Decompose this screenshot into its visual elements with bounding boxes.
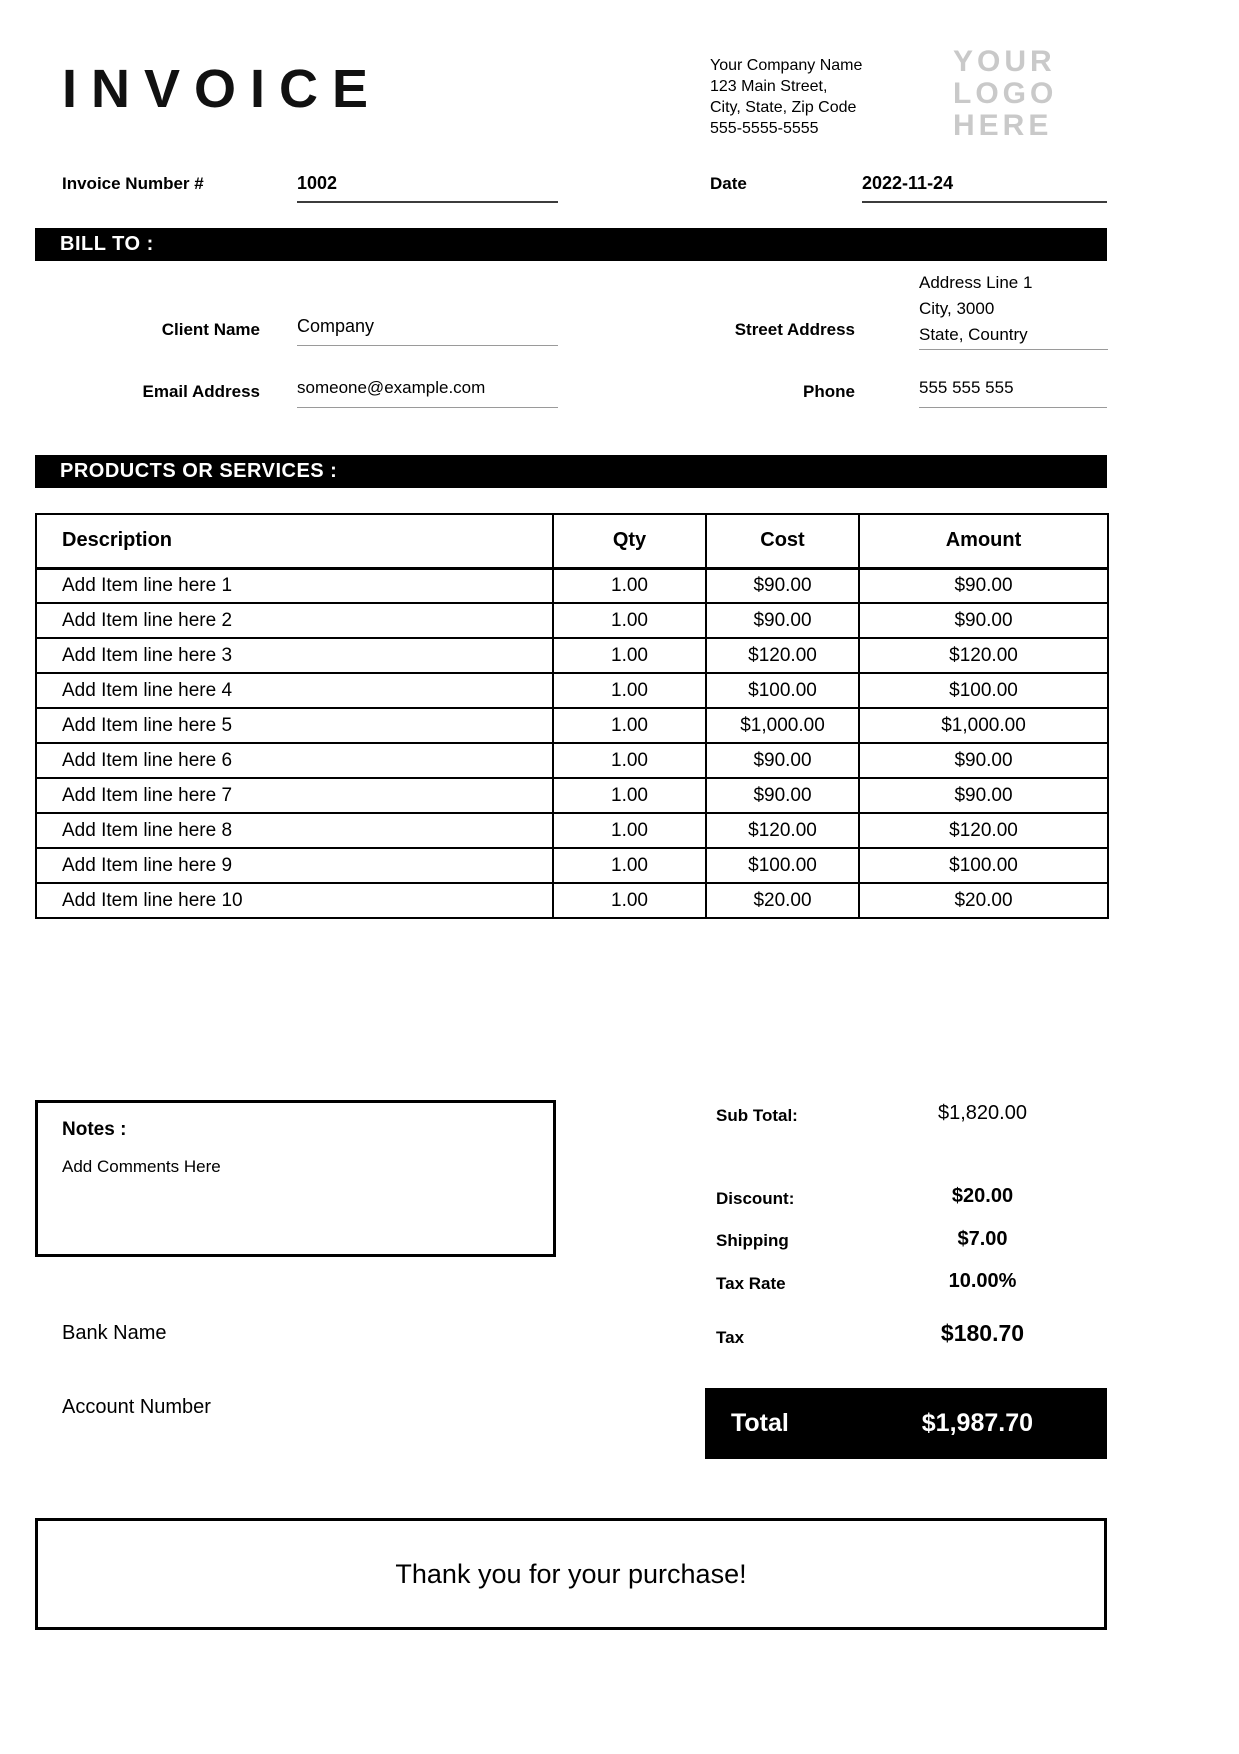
column-header-description: Description [36, 514, 553, 568]
cell-qty[interactable]: 1.00 [553, 673, 706, 708]
account-number-label[interactable]: Account Number [62, 1396, 211, 1418]
cell-amount[interactable]: $90.00 [859, 603, 1108, 638]
subtotal-value: $1,820.00 [938, 1102, 1027, 1124]
cell-qty[interactable]: 1.00 [553, 778, 706, 813]
column-header-amount: Amount [859, 514, 1108, 568]
logo-line: HERE [953, 109, 1053, 142]
tax-rate-value: 10.00% [948, 1270, 1017, 1292]
shipping-label: Shipping [716, 1231, 789, 1250]
items-table [35, 513, 1109, 919]
column-header-cost: Cost [706, 514, 859, 568]
email-field[interactable]: someone@example.com [297, 378, 558, 408]
cell-description[interactable]: Add Item line here 3 [36, 638, 553, 673]
cell-description[interactable]: Add Item line here 2 [36, 603, 553, 638]
cell-description[interactable]: Add Item line here 10 [36, 883, 553, 918]
table-row [36, 743, 1108, 778]
street-address-line: State, Country [919, 325, 1028, 344]
company-city: City, State, Zip Code [710, 99, 857, 116]
table-row [36, 708, 1108, 743]
street-address-line: City, 3000 [919, 299, 995, 318]
cell-description[interactable]: Add Item line here 1 [36, 568, 553, 603]
thank-you-message: Thank you for your purchase! [395, 1558, 747, 1589]
cell-qty[interactable]: 1.00 [553, 638, 706, 673]
date-field[interactable]: 2022-11-24 [862, 173, 1107, 203]
client-name-label: Client Name [161, 320, 260, 339]
street-address-label: Street Address [734, 320, 855, 339]
cell-description[interactable]: Add Item line here 4 [36, 673, 553, 708]
cell-cost[interactable]: $1,000.00 [706, 708, 859, 743]
total-bar [705, 1388, 1107, 1459]
cell-cost[interactable]: $90.00 [706, 568, 859, 603]
table-row [36, 603, 1108, 638]
logo-line: LOGO [953, 77, 1058, 110]
notes-label: Notes : [62, 1119, 127, 1140]
cell-amount[interactable]: $100.00 [859, 848, 1108, 883]
column-header-qty: Qty [553, 514, 706, 568]
company-street: 123 Main Street, [710, 78, 828, 95]
table-row [36, 813, 1108, 848]
cell-cost[interactable]: $90.00 [706, 778, 859, 813]
cell-description[interactable]: Add Item line here 9 [36, 848, 553, 883]
cell-cost[interactable]: $120.00 [706, 638, 859, 673]
page-title: INVOICE [62, 59, 383, 119]
date-label: Date [710, 174, 747, 193]
table-row [36, 848, 1108, 883]
phone-label: Phone [803, 382, 855, 401]
tax-value: $180.70 [940, 1320, 1025, 1346]
cell-amount[interactable]: $90.00 [859, 743, 1108, 778]
cell-amount[interactable]: $20.00 [859, 883, 1108, 918]
cell-qty[interactable]: 1.00 [553, 568, 706, 603]
table-row [36, 638, 1108, 673]
cell-amount[interactable]: $1,000.00 [859, 708, 1108, 743]
products-section-header [35, 455, 1107, 488]
discount-label: Discount: [716, 1189, 795, 1208]
cell-amount[interactable]: $90.00 [859, 778, 1108, 813]
bill-to-title: BILL TO : [60, 233, 154, 255]
street-address-line: Address Line 1 [919, 273, 1033, 292]
products-title: PRODUCTS OR SERVICES : [60, 460, 338, 482]
client-name-field[interactable]: Company [297, 316, 558, 346]
email-label: Email Address [142, 382, 260, 401]
cell-cost[interactable]: $90.00 [706, 603, 859, 638]
cell-qty[interactable]: 1.00 [553, 708, 706, 743]
cell-qty[interactable]: 1.00 [553, 883, 706, 918]
cell-description[interactable]: Add Item line here 8 [36, 813, 553, 848]
cell-amount[interactable]: $90.00 [859, 568, 1108, 603]
tax-rate-label: Tax Rate [716, 1274, 786, 1293]
table-header-row [36, 514, 1108, 568]
company-name: Your Company Name [710, 57, 863, 74]
cell-cost[interactable]: $100.00 [706, 673, 859, 708]
cell-amount[interactable]: $100.00 [859, 673, 1108, 708]
company-info [710, 55, 862, 139]
cell-cost[interactable]: $90.00 [706, 743, 859, 778]
cell-cost[interactable]: $100.00 [706, 848, 859, 883]
invoice-number-field[interactable]: 1002 [297, 173, 558, 203]
street-address-field[interactable] [919, 270, 1108, 350]
cell-cost[interactable]: $20.00 [706, 883, 859, 918]
bank-name-label[interactable]: Bank Name [62, 1322, 167, 1344]
cell-amount[interactable]: $120.00 [859, 813, 1108, 848]
company-logo-placeholder [953, 46, 1057, 142]
company-phone: 555-5555-5555 [710, 120, 819, 137]
total-value: $1,987.70 [921, 1409, 1033, 1437]
cell-qty[interactable]: 1.00 [553, 603, 706, 638]
discount-value: $20.00 [951, 1185, 1014, 1207]
phone-field[interactable]: 555 555 555 [919, 378, 1107, 408]
cell-qty[interactable]: 1.00 [553, 848, 706, 883]
cell-cost[interactable]: $120.00 [706, 813, 859, 848]
total-label: Total [731, 1409, 789, 1437]
table-row [36, 673, 1108, 708]
cell-description[interactable]: Add Item line here 6 [36, 743, 553, 778]
notes-box[interactable] [35, 1100, 556, 1257]
table-row [36, 883, 1108, 918]
logo-line: YOUR [953, 45, 1056, 78]
thank-you-box [35, 1518, 1107, 1630]
shipping-value: $7.00 [957, 1228, 1008, 1250]
cell-description[interactable]: Add Item line here 5 [36, 708, 553, 743]
cell-qty[interactable]: 1.00 [553, 813, 706, 848]
bill-to-section-header [35, 228, 1107, 261]
cell-amount[interactable]: $120.00 [859, 638, 1108, 673]
cell-description[interactable]: Add Item line here 7 [36, 778, 553, 813]
notes-comment[interactable]: Add Comments Here [62, 1157, 221, 1176]
subtotal-label: Sub Total: [716, 1106, 798, 1125]
table-row [36, 778, 1108, 813]
tax-label: Tax [716, 1328, 745, 1347]
invoice-number-label: Invoice Number # [62, 174, 204, 193]
table-row [36, 568, 1108, 603]
cell-qty[interactable]: 1.00 [553, 743, 706, 778]
